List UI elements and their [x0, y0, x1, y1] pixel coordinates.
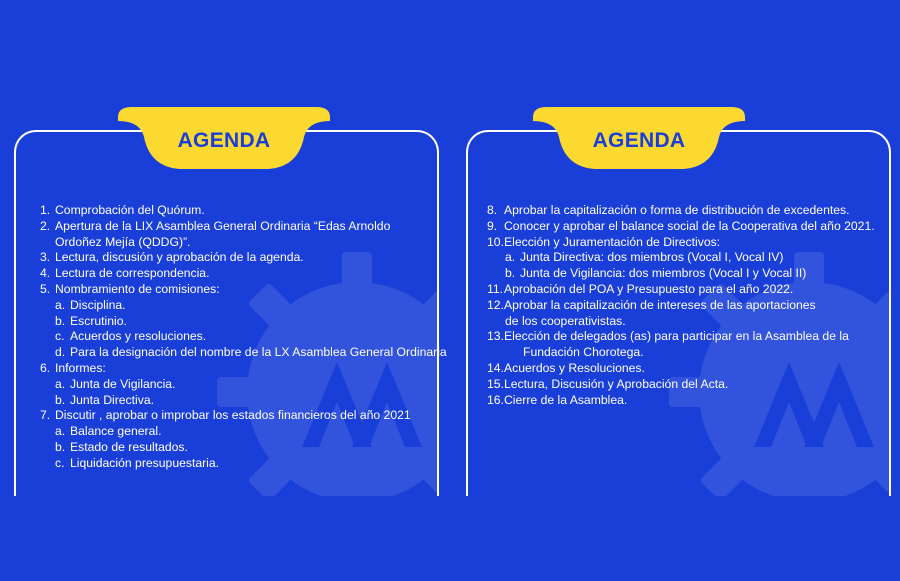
- agenda-item-number: 9.: [487, 218, 498, 233]
- agenda-item-text: Acuerdos y Resoluciones.: [504, 360, 645, 375]
- agenda-item-text: Conocer y aprobar el balance social de la Cooperativa del año 2021.: [504, 218, 875, 233]
- agenda-item-number: a.: [55, 297, 66, 312]
- agenda-item-text: Junta de Vigilancia: dos miembros (Vocal I y Vocal II): [520, 266, 807, 281]
- agenda-item: [40, 250, 447, 266]
- agenda-item-number: a.: [55, 376, 66, 391]
- agenda-item-number: c.: [55, 329, 65, 344]
- agenda-item: [487, 203, 875, 219]
- agenda-item: [487, 314, 875, 330]
- agenda-item-number: 2.: [40, 218, 51, 233]
- agenda-title-left: AGENDA: [177, 129, 271, 152]
- agenda-item-text: Aprobar la capitalización o forma de distribución de excedentes.: [504, 203, 850, 217]
- agenda-item-number: 7.: [40, 408, 51, 423]
- agenda-item: [487, 345, 875, 361]
- agenda-subitem: [40, 424, 447, 440]
- agenda-item: [487, 393, 875, 409]
- agenda-subitem: [40, 345, 447, 361]
- agenda-item: [40, 361, 447, 377]
- agenda-item-number: b.: [55, 313, 66, 328]
- agenda-item-number: b.: [55, 439, 66, 454]
- agenda-item-number: 1.: [40, 203, 51, 217]
- agenda-subitem: [40, 314, 447, 330]
- agenda-item-number: 12.: [487, 297, 504, 312]
- agenda-item-text: Aprobación del POA y Presupuesto para el año 2022.: [504, 281, 794, 296]
- agenda-item: [487, 235, 875, 251]
- agenda-subitem: [40, 329, 447, 345]
- agenda-item-text: Comprobación del Quórum.: [55, 203, 205, 217]
- agenda-item-text: Junta de Vigilancia.: [70, 376, 176, 391]
- agenda-item-text: Lectura, discusión y aprobación de la agenda.: [55, 250, 304, 265]
- agenda-item: [487, 298, 875, 314]
- agenda-item-text: Liquidación presupuestaria.: [70, 455, 220, 470]
- agenda-item: [487, 361, 875, 377]
- agenda-item-number: a.: [55, 424, 66, 439]
- agenda-tab-right-label-wrap: [533, 107, 745, 177]
- agenda-list-left: [40, 203, 447, 472]
- agenda-item-number: 14.: [487, 360, 504, 375]
- agenda-item-text: Disciplina.: [70, 297, 126, 312]
- agenda-item-text: Nombramiento de comisiones:: [55, 281, 220, 296]
- agenda-item: [487, 219, 875, 235]
- agenda-item: [40, 219, 447, 235]
- agenda-subitem: [487, 250, 875, 266]
- agenda-item-text: Para la designación del nombre de la LX Asamblea General Ordinaria: [70, 345, 447, 360]
- agenda-subitem: [40, 456, 447, 472]
- agenda-item-number: 8.: [487, 203, 498, 217]
- agenda-item-text: Lectura de correspondencia.: [55, 266, 210, 281]
- agenda-item: [40, 408, 447, 424]
- agenda-item-text: Junta Directiva.: [70, 392, 154, 407]
- agenda-item-number: 11.: [487, 281, 504, 296]
- agenda-tab-left-label-wrap: [118, 107, 330, 177]
- agenda-item: [40, 282, 447, 298]
- agenda-subitem: [40, 440, 447, 456]
- agenda-item: [40, 235, 447, 251]
- agenda-item-number: 13.: [487, 329, 504, 344]
- agenda-item-number: 15.: [487, 376, 504, 391]
- agenda-item: [40, 266, 447, 282]
- agenda-item: [487, 282, 875, 298]
- agenda-item-number: b.: [55, 392, 66, 407]
- agenda-item-text: Fundación Chorotega.: [523, 345, 644, 360]
- agenda-item-number: 4.: [40, 266, 51, 281]
- agenda-item-text: Ordoñez Mejía (QDDG)”.: [55, 234, 191, 249]
- agenda-item-text: Elección de delegados (as) para participar en la Asamblea de la: [504, 329, 849, 344]
- agenda-item-text: Apertura de la LIX Asamblea General Ordinaria “Edas Arnoldo: [55, 218, 391, 233]
- agenda-list-right: [487, 203, 875, 408]
- agenda-item-text: de los cooperativistas.: [505, 313, 626, 328]
- agenda-subitem: [40, 393, 447, 409]
- agenda-item-text: Balance general.: [70, 424, 162, 439]
- agenda-item-text: Junta Directiva: dos miembros (Vocal I, Vocal IV): [520, 250, 784, 265]
- agenda-subitem: [40, 298, 447, 314]
- agenda-item-number: 5.: [40, 281, 51, 296]
- agenda-item-number: 3.: [40, 250, 51, 265]
- agenda-item-number: 16.: [487, 392, 504, 407]
- agenda-subitem: [487, 266, 875, 282]
- agenda-subitem: [40, 377, 447, 393]
- agenda-title-right: AGENDA: [592, 129, 686, 152]
- agenda-item: [487, 329, 875, 345]
- agenda-item-text: Acuerdos y resoluciones.: [70, 329, 207, 344]
- agenda-item-number: 10.: [487, 234, 504, 249]
- agenda-item-text: Cierre de la Asamblea.: [504, 392, 628, 407]
- agenda-item: [487, 377, 875, 393]
- agenda-item-text: Escrutinio.: [70, 313, 127, 328]
- agenda-item-number: a.: [505, 250, 516, 265]
- agenda-item: [40, 203, 447, 219]
- agenda-item-number: 6.: [40, 360, 51, 375]
- agenda-item-text: Informes:: [55, 360, 106, 375]
- agenda-item-text: Discutir , aprobar o improbar los estados financieros del año 2021: [55, 408, 411, 423]
- agenda-item-number: d.: [55, 345, 66, 360]
- agenda-item-text: Elección y Juramentación de Directivos:: [504, 234, 721, 249]
- agenda-item-text: Aprobar la capitalización de intereses de las aportaciones: [504, 297, 816, 312]
- agenda-item-text: Lectura, Discusión y Aprobación del Acta.: [504, 376, 729, 391]
- agenda-item-number: c.: [55, 455, 65, 470]
- agenda-item-number: b.: [505, 266, 516, 281]
- agenda-item-text: Estado de resultados.: [70, 439, 188, 454]
